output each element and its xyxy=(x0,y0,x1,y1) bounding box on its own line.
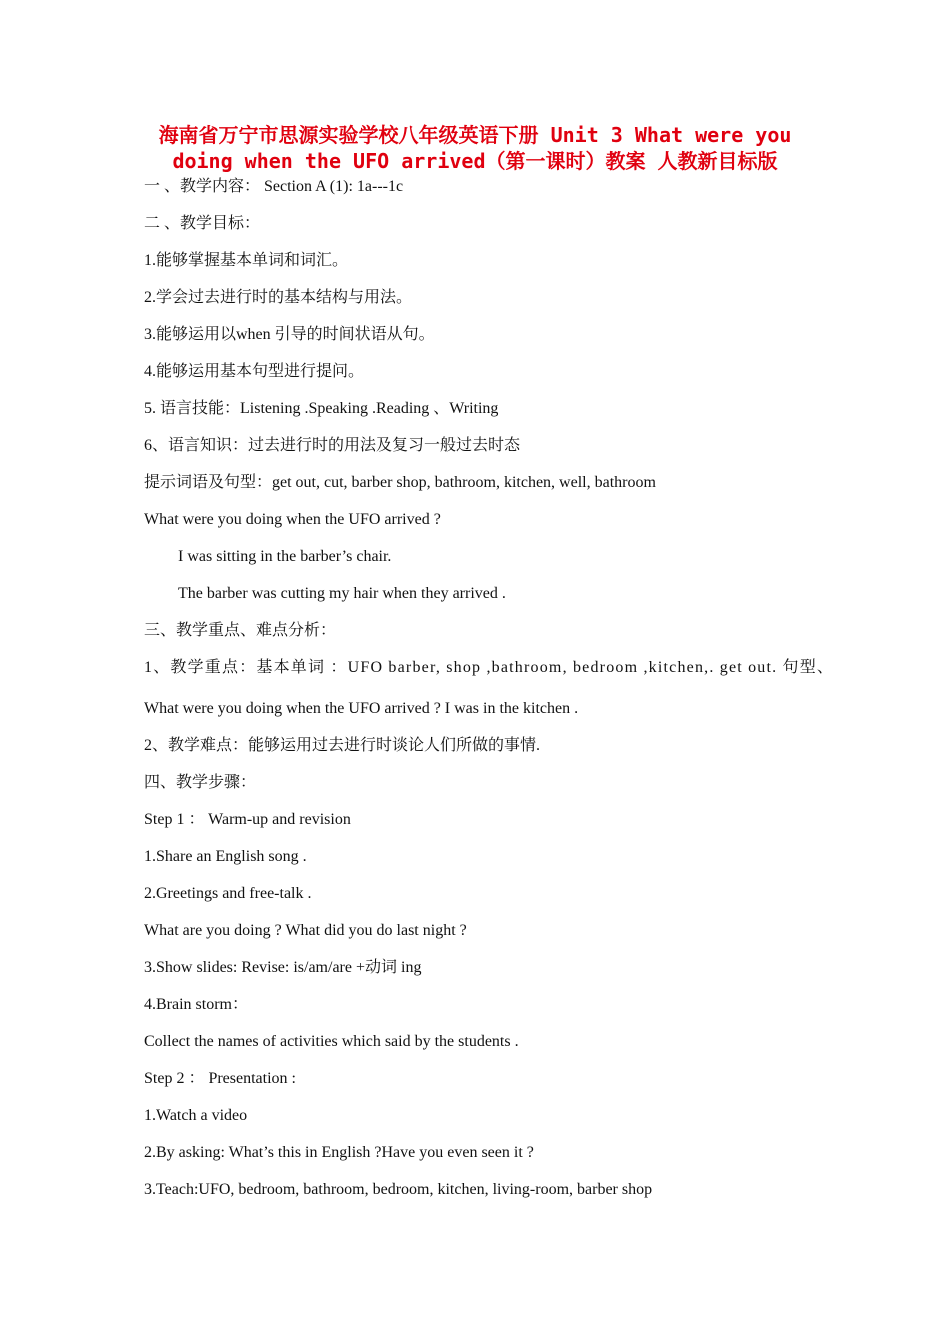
vocab-hint: 提示词语及句型：get out, cut, barber shop, bathroom, kitchen, well, bathroom xyxy=(144,474,656,491)
step-2-item-3: 3.Teach:UFO, bedroom, bathroom, bedroom, kitchen, living-room, barber shop xyxy=(144,1181,653,1198)
key-point-1: 1、教学重点：基本单词 ：UFO barber, shop ,bathroom, bedroom ,kitchen,. get out. 句型、 xyxy=(144,659,835,676)
step-1-heading: Step 1 ： Warm-up and revision xyxy=(144,811,351,828)
step-1-collect: Collect the names of activities which said by the students . xyxy=(144,1033,519,1050)
objective-6: 6、语言知识：过去进行时的用法及复习一般过去时态 xyxy=(144,437,521,454)
step-1-item-3: 3.Show slides: Revise: is/am/are +动词 ing xyxy=(144,959,422,976)
step-1-item-1: 1.Share an English song . xyxy=(144,848,307,865)
section-objectives: 二 、教学目标： xyxy=(144,215,261,232)
objective-1: 1.能够掌握基本单词和词汇。 xyxy=(144,252,349,269)
sentence-question: What were you doing when the UFO arrived ? xyxy=(144,511,441,528)
step-2-item-1: 1.Watch a video xyxy=(144,1107,248,1124)
step-2-heading: Step 2 ： Presentation : xyxy=(144,1070,296,1087)
section-content: 一 、教学内容： Section A (1): 1a---1c xyxy=(144,178,404,195)
difficulty-point: 2、教学难点：能够运用过去进行时谈论人们所做的事情. xyxy=(144,737,541,754)
step-2-item-2: 2.By asking: What’s this in English ?Have you even seen it ? xyxy=(144,1144,534,1161)
document-title: 海南省万宁市思源实验学校八年级英语下册 Unit 3 What were you doing when the UFO arrived（第一课时）教案 人教新目标版 xyxy=(158,123,792,173)
sentence-answer-2: The barber was cutting my hair when they arrived . xyxy=(178,585,506,602)
step-1-item-2: 2.Greetings and free-talk . xyxy=(144,885,312,902)
section-key-points: 三、教学重点、难点分析： xyxy=(144,622,337,639)
objective-3: 3.能够运用以when 引导的时间状语从句。 xyxy=(144,326,435,343)
section-steps: 四、教学步骤： xyxy=(144,774,257,791)
step-1-item-4: 4.Brain storm： xyxy=(144,996,248,1013)
objective-4: 4.能够运用基本句型进行提问。 xyxy=(144,363,365,380)
sentence-answer-1: I was sitting in the barber’s chair. xyxy=(178,548,392,565)
objective-2: 2.学会过去进行时的基本结构与用法。 xyxy=(144,289,413,306)
objective-5: 5. 语言技能：Listening .Speaking .Reading 、Writing xyxy=(144,400,499,417)
key-point-sentence: What were you doing when the UFO arrived ? I was in the kitchen . xyxy=(144,700,579,717)
step-1-question: What are you doing ? What did you do last night ? xyxy=(144,922,467,939)
